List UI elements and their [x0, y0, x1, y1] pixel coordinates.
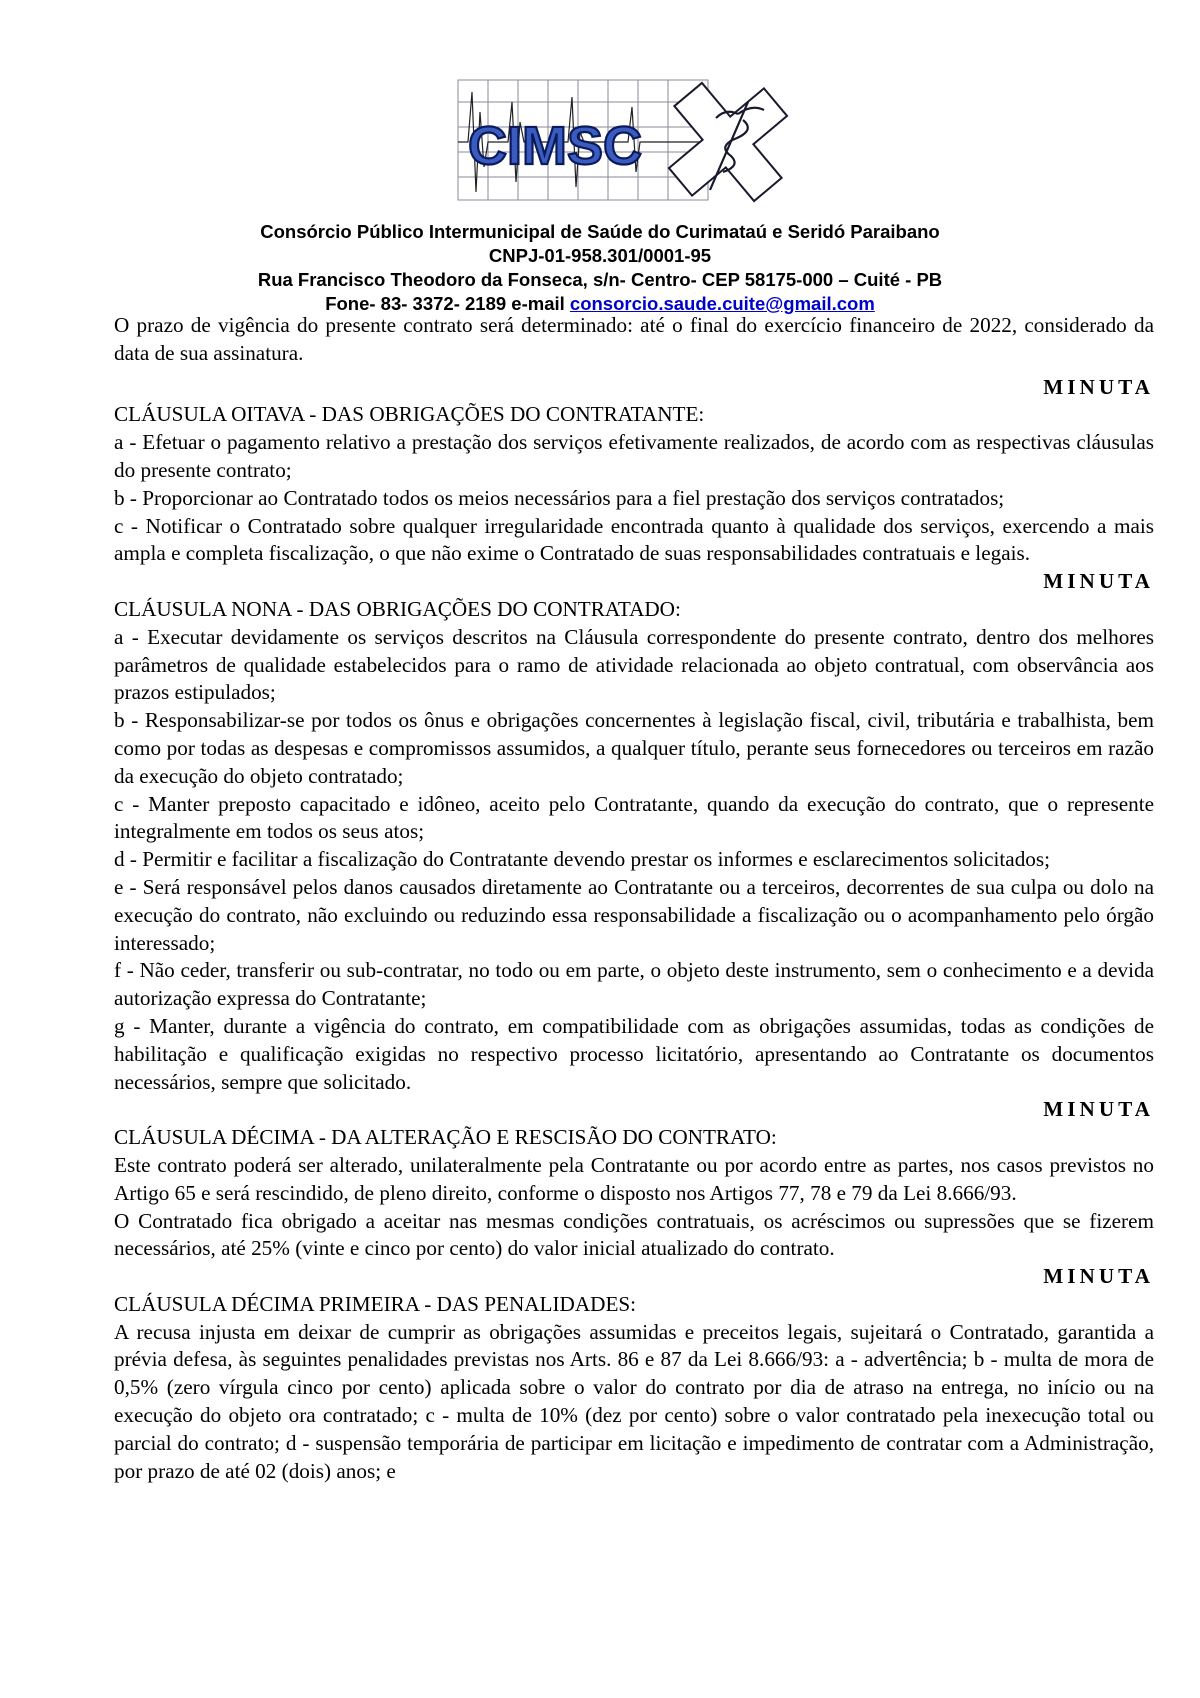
header-address: Rua Francisco Theodoro da Fonseca, s/n- Centro- CEP 58175-000 – Cuité - PB — [257, 269, 943, 290]
header-organization: Consórcio Público Intermunicipal de Saúde do Curimataú e Seridó Paraibano — [260, 221, 940, 242]
logo-text: CIMSC — [468, 116, 642, 176]
clause-9-item-g: g - Manter, durante a vigência do contrato, em compatibilidade com as obrigações assumidas, todas as condições de habilitação e qualificação exigidas no respectivo processo licitatório, apresentando ao Contratante os documentos necessários, sempre que solicitado. — [114, 1013, 1154, 1094]
clause-8-item-a: a - Efetuar o pagamento relativo a prestação dos serviços efetivamente realizados, de acordo com as respectivas cláusulas do presente contrato; — [114, 430, 1154, 482]
clause-9-item-e: e - Será responsável pelos danos causados diretamente ao Contratante ou a terceiros, decorrentes de sua culpa ou dolo na execução do contrato, não excluindo ou reduzindo essa responsabilidade a fiscalização ou o acompanhamento pelo órgão interessado; — [114, 874, 1154, 955]
clause-8-title: CLÁUSULA OITAVA - DAS OBRIGAÇÕES DO CONTRATANTE: — [114, 402, 705, 427]
clause-8-item-b: b - Proporcionar ao Contratado todos os meios necessários para a fiel prestação dos serviços contratados; — [114, 485, 1005, 510]
email-link[interactable]: consorcio.saude.cuite@gmail.com — [569, 293, 875, 314]
term-paragraph: O prazo de vigência do presente contrato será determinado: até o final do exercício financeiro de 2022, considerado da data de sua assinatura. — [114, 313, 1154, 365]
minuta-label: MINUTA — [1043, 569, 1154, 594]
letterhead — [180, 220, 1020, 316]
clause-9-item-f: f - Não ceder, transferir ou sub-contratar, no todo ou em parte, o objeto deste instrumento, sem o conhecimento e a devida autorização expressa do Contratante; — [114, 958, 1154, 1011]
clause-8-item-c: c - Notificar o Contratado sobre qualquer irregularidade encontrada quanto à qualidade dos serviços, exercendo a mais ampla e completa fiscalização, o que não exime o Contratado de suas responsabilidades contratuais e legais. — [114, 513, 1154, 566]
clause-11-title: CLÁUSULA DÉCIMA PRIMEIRA - DAS PENALIDADES: — [114, 1291, 637, 1316]
minuta-label: MINUTA — [1043, 1097, 1154, 1122]
minuta-label: MINUTA — [1043, 1264, 1154, 1289]
clause-9-item-a: a - Executar devidamente os serviços descritos na Cláusula correspondente do presente contrato, dentro dos melhores parâmetros de qualidade estabelecidos para o ramo de atividade relacionada ao objeto contratual, com observância aos prazos estipulados; — [114, 624, 1154, 705]
clause-10-paragraph-1: Este contrato poderá ser alterado, unilateralmente pela Contratante ou por acordo entre as partes, nos casos previstos no Artigo 65 e será rescindido, de pleno direito, conforme o disposto nos Artigos 77, 78 e 79 da Lei 8.666/93. — [114, 1152, 1154, 1205]
contract-body — [114, 312, 1154, 1485]
header-cnpj: CNPJ-01-958.301/0001-95 — [488, 245, 712, 266]
clause-9-title: CLÁUSULA NONA - DAS OBRIGAÇÕES DO CONTRATADO: — [114, 596, 681, 621]
minuta-label: MINUTA — [1043, 374, 1154, 399]
header-phone: Fone- 83- 3372- 2189 e-mail — [325, 293, 570, 314]
clause-10-title: CLÁUSULA DÉCIMA - DA ALTERAÇÃO E RESCISÃO DO CONTRATO: — [114, 1125, 777, 1150]
clause-9-item-b: b - Responsabilizar-se por todos os ônus e obrigações concernentes à legislação fiscal, civil, tributária e trabalhista, bem como por todas as despesas e compromissos assumidos, a qualquer título, perante seus fornecedores ou terceiros em razão da execução do objeto contratado; — [114, 708, 1154, 788]
clause-10-paragraph-2: O Contratado fica obrigado a aceitar nas mesmas condições contratuais, os acréscimos ou supressões que se fizerem necessários, até 25% (vinte e cinco por cento) do valor inicial atualizado do contrato. — [114, 1208, 1154, 1261]
clause-9-item-c: c - Manter preposto capacitado e idôneo, aceito pelo Contratante, quando da execução do contrato, que o represente integralmente em todos os seus atos; — [114, 791, 1154, 844]
clause-11-paragraph-1: A recusa injusta em deixar de cumprir as obrigações assumidas e preceitos legais, sujeitará o Contratado, garantida a prévia defesa, às seguintes penalidades previstas nos Arts. 86 e 87 da Lei 8.666/93: a - advertência; b - multa de mora de 0,5% (zero vírgula cinco por cento) aplicada sobre o valor do contrato por dia de atraso na entrega, no início ou na execução do objeto ora contratado; c - multa de 10% (dez por cento) sobre o valor contratado pela inexecução total ou parcial do contrato; d - suspensão temporária de participar em licitação e impedimento de contratar com a Administração, por prazo de até 02 (dois) anos; e — [114, 1319, 1154, 1483]
clause-9-item-d: d - Permitir e facilitar a fiscalização do Contratante devendo prestar os informes e esclarecimentos solicitados; — [114, 847, 1051, 872]
cimsc-logo — [448, 72, 800, 218]
